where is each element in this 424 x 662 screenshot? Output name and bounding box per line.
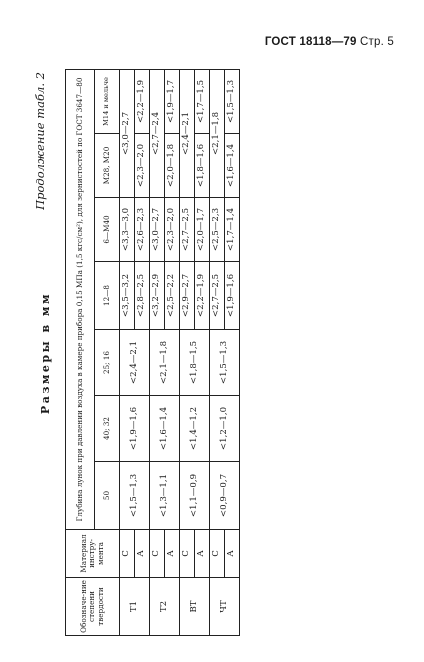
value-cell: <1,8—1,6 [195, 134, 210, 198]
value-cell: <2,0—1,7 [195, 198, 210, 262]
value-cell: <1,6—1,4 [225, 134, 240, 198]
value-cell: <3,2—2,9 [150, 262, 165, 330]
hardness-table [65, 69, 240, 636]
material-cell: С [210, 530, 225, 578]
designation-cell: ВТ [180, 578, 210, 636]
value-cell: <2,7—2,5 [180, 198, 195, 262]
value-cell: <2,6—2,3 [135, 198, 150, 262]
value-cell: <2,2—1,9 [135, 69, 150, 133]
value-cell: <2,3—2,0 [135, 134, 150, 198]
value-cell: <1,9—1,6 [225, 262, 240, 330]
table-row [210, 69, 225, 635]
value-cell: <2,2—1,9 [195, 262, 210, 330]
table-row [120, 69, 135, 635]
value-cell: <1,6—1,4 [150, 396, 180, 462]
value-cell: <1,9—1,7 [165, 69, 180, 133]
value-cell: <3,0—2,7 [150, 198, 165, 262]
value-cell: <2,3—2,0 [165, 198, 180, 262]
value-cell: <2,7—2,4 [150, 69, 165, 197]
material-cell: А [225, 530, 240, 578]
value-cell: <2,7—2,5 [210, 262, 225, 330]
grit-header: 6—М40 [95, 198, 120, 262]
value-cell: <1,5—1,3 [120, 462, 150, 530]
material-cell: С [180, 530, 195, 578]
value-cell: <3,0—2,7 [120, 69, 135, 197]
value-cell: <2,1—1,8 [210, 69, 225, 197]
value-cell: <1,3—1,1 [150, 462, 180, 530]
table-row [180, 69, 195, 635]
value-cell: <2,9—2,7 [180, 262, 195, 330]
value-cell: <1,5—1,3 [225, 69, 240, 133]
caption-area [33, 70, 65, 636]
standard-number: ГОСТ 18118—79 [264, 36, 357, 48]
header-row-1 [66, 69, 95, 635]
value-cell: <1,8—1,5 [180, 330, 210, 396]
value-cell: <2,4—2,1 [120, 330, 150, 396]
table-continuation: Продолжение табл. 2 [33, 72, 47, 210]
rotated-content [33, 70, 391, 636]
value-cell: <1,5—1,3 [210, 330, 240, 396]
value-cell: <2,5—2,2 [165, 262, 180, 330]
value-cell: <2,8—2,5 [135, 262, 150, 330]
depth-header: Глубина лунок при давлении воздуха в камере прибора 0,15 МПа (1,5 кгс/см²), для зернистостей по ГОСТ 3647—80 [66, 69, 95, 529]
grit-header: М28, М20 [95, 134, 120, 198]
grit-header: 50 [95, 462, 120, 530]
value-cell: <1,4—1,2 [180, 396, 210, 462]
value-cell: <3,5—3,2 [120, 262, 135, 330]
designation-cell: Т1 [120, 578, 150, 636]
grit-header: 25; 16 [95, 330, 120, 396]
grit-header: М14 и мельче [95, 69, 120, 133]
designation-cell: Т2 [150, 578, 180, 636]
material-cell: С [120, 530, 135, 578]
page-number: Стр. 5 [360, 36, 394, 48]
designation-header: Обозначе-ние степени твердости [66, 578, 120, 636]
value-cell: <2,4—2,1 [180, 69, 195, 197]
grit-header: 12—8 [95, 262, 120, 330]
value-cell: <0,9—0,7 [210, 462, 240, 530]
value-cell: <1,2—1,0 [210, 396, 240, 462]
value-cell: <1,9—1,6 [120, 396, 150, 462]
material-cell: С [150, 530, 165, 578]
value-cell: <2,1—1,8 [150, 330, 180, 396]
material-cell: А [195, 530, 210, 578]
value-cell: <1,1—0,9 [180, 462, 210, 530]
grit-header: 40; 32 [95, 396, 120, 462]
value-cell: <3,3—3,0 [120, 198, 135, 262]
table-subtitle: Размеры в мм [39, 291, 52, 415]
page-header [265, 36, 394, 48]
material-cell: А [165, 530, 180, 578]
material-header: Материал инстру-мента [66, 530, 120, 578]
value-cell: <1,7—1,5 [195, 69, 210, 133]
table-row [150, 69, 165, 635]
value-cell: <1,7—1,4 [225, 198, 240, 262]
material-cell: А [135, 530, 150, 578]
designation-cell: ЧТ [210, 578, 240, 636]
value-cell: <2,5—2,3 [210, 198, 225, 262]
value-cell: <2,0—1,8 [165, 134, 180, 198]
